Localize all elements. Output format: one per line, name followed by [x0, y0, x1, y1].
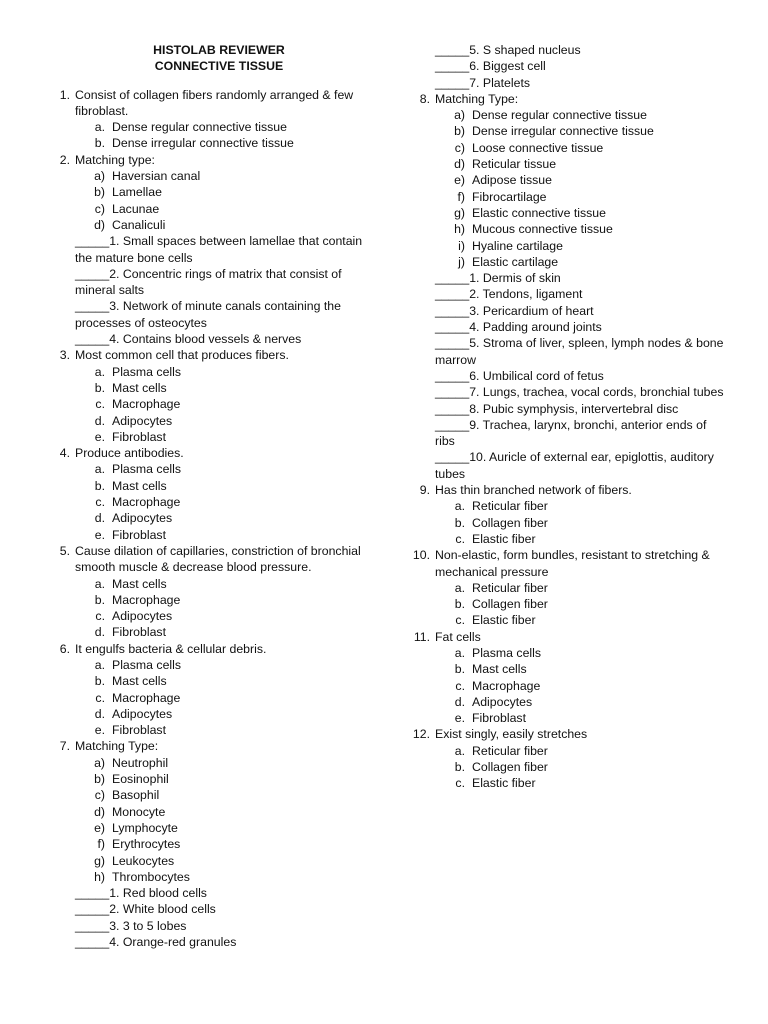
question-number: 4.: [59, 446, 70, 461]
option-item: [447, 205, 728, 221]
option-letter: b.: [94, 674, 105, 689]
matching-item: _____9. Trachea, larynx, bronchi, anterior ends of ribs: [435, 417, 707, 449]
question-text: Exist singly, easily stretches: [435, 727, 588, 742]
option-text: Adipocytes: [112, 706, 173, 721]
option-text: Macrophage: [112, 397, 181, 412]
option-letter: c): [94, 201, 105, 216]
option-letter: c.: [455, 531, 465, 546]
question-text: Has thin branched network of fibers.: [435, 483, 632, 498]
option-letter: a.: [94, 462, 105, 477]
option-letter: c): [94, 788, 105, 803]
option-item: [87, 853, 370, 869]
option-item: [87, 836, 370, 852]
option-letter: b.: [454, 515, 465, 530]
question-text: Produce antibodies.: [75, 446, 184, 461]
option-text: Adipocytes: [112, 609, 173, 624]
option-text: Macrophage: [112, 592, 181, 607]
option-item: [87, 478, 370, 494]
option-letter: b): [94, 185, 105, 200]
option-text: Plasma cells: [112, 364, 182, 379]
option-list: [75, 576, 370, 641]
option-letter: j): [458, 254, 465, 269]
continued-matching-list: [408, 42, 728, 91]
option-letter: a.: [454, 743, 465, 758]
option-item: [87, 722, 370, 738]
matching-item: _____7. Lungs, trachea, vocal cords, bronchial tubes: [435, 385, 724, 400]
option-letter: d): [454, 157, 465, 172]
option-text: Adipocytes: [112, 413, 173, 428]
option-letter: d): [94, 217, 105, 232]
option-item: [447, 661, 728, 677]
option-item: [447, 775, 728, 791]
option-item: [87, 413, 370, 429]
left-column: [48, 42, 370, 950]
option-text: Elastic fiber: [472, 776, 536, 791]
option-text: Collagen fiber: [472, 515, 548, 530]
question-item: [408, 482, 728, 547]
option-letter: a): [94, 169, 105, 184]
matching-item: _____2. White blood cells: [75, 902, 216, 917]
option-letter: c): [454, 140, 465, 155]
option-item: [87, 624, 370, 640]
matching-item: _____6. Umbilical cord of fetus: [435, 368, 604, 383]
question-number: 11.: [413, 629, 430, 644]
option-letter: c.: [455, 678, 465, 693]
option-item: [87, 380, 370, 396]
option-item: [87, 461, 370, 477]
option-text: Mast cells: [112, 478, 167, 493]
option-letter: h): [94, 869, 105, 884]
option-text: Macrophage: [112, 690, 181, 705]
option-letter: b.: [454, 760, 465, 775]
option-letter: b.: [94, 380, 105, 395]
question-number: 1.: [59, 87, 70, 102]
option-text: Monocyte: [112, 804, 166, 819]
question-item: [408, 629, 728, 727]
option-letter: a.: [94, 657, 105, 672]
option-letter: b): [454, 124, 465, 139]
question-text: Non-elastic, form bundles, resistant to stretching & mechanical pressure: [435, 548, 710, 579]
option-text: Adipocytes: [112, 511, 173, 526]
question-text: Matching type:: [75, 152, 155, 167]
option-text: Thrombocytes: [112, 869, 190, 884]
option-letter: a): [94, 755, 105, 770]
option-letter: d.: [94, 706, 105, 721]
question-text: Consist of collagen fibers randomly arranged & few fibroblast.: [75, 87, 354, 118]
matching-item: _____5. Stroma of liver, spleen, lymph nodes & bone marrow: [435, 336, 724, 367]
matching-item: _____5. S shaped nucleus: [435, 43, 581, 57]
option-item: [447, 710, 728, 726]
question-number: 2.: [59, 152, 70, 167]
option-text: Canaliculi: [112, 217, 166, 232]
option-text: Fibroblast: [112, 429, 166, 444]
option-item: [87, 119, 370, 135]
option-letter: e): [454, 173, 465, 188]
option-item: [87, 494, 370, 510]
option-letter: c.: [455, 776, 465, 791]
option-text: Reticular fiber: [472, 580, 548, 595]
option-letter: i): [458, 238, 465, 253]
option-text: Mast cells: [112, 674, 167, 689]
option-letter: g): [94, 853, 105, 868]
option-text: Erythrocytes: [112, 837, 181, 852]
option-letter: a.: [94, 120, 105, 135]
matching-item: _____6. Biggest cell: [435, 59, 546, 74]
option-text: Mast cells: [112, 380, 167, 395]
option-item: [87, 168, 370, 184]
question-number: 6.: [59, 641, 70, 656]
option-item: [87, 869, 370, 885]
option-text: Fibroblast: [112, 527, 166, 542]
matching-item: _____1. Red blood cells: [75, 886, 207, 901]
option-letter: c.: [95, 397, 105, 412]
question-item: [48, 543, 370, 641]
option-letter: d): [94, 804, 105, 819]
option-text: Collagen fiber: [472, 597, 548, 612]
option-letter: h): [454, 222, 465, 237]
question-text: Cause dilation of capillaries, constriction of bronchial smooth muscle & decrease blood pressure.: [75, 543, 361, 575]
option-text: Dense irregular connective tissue: [472, 124, 654, 139]
option-item: [87, 396, 370, 412]
question-number: 7.: [59, 739, 70, 754]
option-item: [87, 820, 370, 836]
option-item: [87, 608, 370, 624]
option-text: Reticular fiber: [472, 499, 548, 514]
option-item: [447, 238, 728, 254]
option-text: Dense irregular connective tissue: [112, 136, 294, 151]
matching-item: _____2. Concentric rings of matrix that consist of mineral salts: [75, 266, 342, 298]
option-letter: b.: [94, 592, 105, 607]
spacer: [48, 75, 370, 87]
option-list: [75, 168, 370, 233]
left-question-list: [48, 87, 370, 951]
option-text: Elastic connective tissue: [472, 205, 606, 220]
matching-item: _____4. Contains blood vessels & nerves: [75, 332, 302, 347]
option-letter: e.: [94, 527, 105, 542]
document-subtitle: CONNECTIVE TISSUE: [154, 59, 284, 74]
option-item: [87, 755, 370, 771]
option-letter: e.: [94, 429, 105, 444]
option-letter: b.: [94, 136, 105, 151]
option-text: Dense regular connective tissue: [472, 108, 647, 123]
right-column: [408, 42, 728, 792]
option-item: [87, 690, 370, 706]
option-list: [75, 364, 370, 445]
question-item: [48, 445, 370, 543]
matching-item: _____4. Orange-red granules: [75, 935, 237, 950]
option-item: [87, 787, 370, 803]
option-letter: g): [454, 205, 465, 220]
option-item: [87, 576, 370, 592]
option-letter: e.: [94, 723, 105, 738]
option-text: Lamellae: [112, 185, 162, 200]
option-item: [87, 527, 370, 543]
option-list: [75, 755, 370, 885]
option-letter: a): [454, 108, 465, 123]
option-text: Eosinophil: [112, 772, 169, 787]
option-text: Haversian canal: [112, 169, 201, 184]
option-list: [435, 498, 728, 547]
question-text: Matching Type:: [435, 91, 519, 106]
option-text: Plasma cells: [112, 657, 182, 672]
option-item: [447, 612, 728, 628]
question-item: [48, 738, 370, 950]
option-text: Basophil: [112, 788, 160, 803]
option-letter: b.: [454, 662, 465, 677]
question-item: [408, 547, 728, 628]
option-item: [447, 123, 728, 139]
option-letter: c.: [95, 495, 105, 510]
question-number: 9.: [419, 483, 430, 498]
option-item: [87, 592, 370, 608]
option-item: [447, 580, 728, 596]
question-text: Most common cell that produces fibers.: [75, 348, 289, 363]
matching-item: _____3. Network of minute canals containing the processes of osteocytes: [75, 299, 341, 330]
question-item: [48, 87, 370, 152]
option-item: [87, 135, 370, 151]
option-list: [75, 461, 370, 542]
option-text: Lymphocyte: [112, 820, 178, 835]
option-list: [435, 743, 728, 792]
option-item: [87, 706, 370, 722]
question-number: 5.: [59, 543, 70, 558]
option-item: [447, 254, 728, 270]
question-number: 10.: [412, 548, 430, 563]
option-item: [447, 140, 728, 156]
matching-item: _____1. Dermis of skin: [435, 271, 561, 286]
option-text: Adipose tissue: [472, 173, 552, 188]
option-text: Fibrocartilage: [472, 189, 547, 204]
option-list: [435, 645, 728, 726]
option-text: Fibroblast: [472, 711, 526, 726]
question-number: 3.: [59, 348, 70, 363]
option-text: Macrophage: [472, 678, 541, 693]
option-list: [435, 580, 728, 629]
option-item: [447, 678, 728, 694]
option-text: Plasma cells: [472, 645, 542, 660]
option-item: [87, 804, 370, 820]
option-item: [447, 172, 728, 188]
option-item: [447, 645, 728, 661]
option-item: [447, 596, 728, 612]
question-item: [48, 347, 370, 445]
question-text: Fat cells: [435, 629, 481, 644]
option-text: Hyaline cartilage: [472, 238, 563, 253]
option-text: Macrophage: [112, 495, 181, 510]
option-list: [75, 657, 370, 738]
option-item: [87, 657, 370, 673]
option-item: [87, 184, 370, 200]
option-letter: b.: [94, 478, 105, 493]
option-list: [75, 119, 370, 152]
option-letter: e): [94, 820, 105, 835]
document-title: HISTOLAB REVIEWER: [153, 43, 285, 57]
question-number: 8.: [419, 91, 430, 106]
question-item: [48, 152, 370, 348]
matching-item: _____2. Tendons, ligament: [435, 287, 583, 302]
question-item: [48, 641, 370, 739]
option-text: Fibroblast: [112, 723, 166, 738]
option-letter: c.: [95, 690, 105, 705]
option-item: [87, 217, 370, 233]
option-text: Lacunae: [112, 201, 160, 216]
option-letter: d.: [94, 511, 105, 526]
option-item: [447, 189, 728, 205]
option-letter: d.: [454, 694, 465, 709]
question-number: 12.: [412, 727, 430, 742]
option-text: Mast cells: [472, 662, 527, 677]
right-question-list: [408, 91, 728, 792]
matching-item: _____10. Auricle of external ear, epiglottis, auditory tubes: [435, 450, 714, 481]
option-item: [447, 498, 728, 514]
matching-item: _____8. Pubic symphysis, intervertebral disc: [435, 401, 679, 416]
matching-item: _____3. 3 to 5 lobes: [75, 918, 187, 933]
option-letter: a.: [94, 576, 105, 591]
option-item: [87, 201, 370, 217]
option-text: Leukocytes: [112, 853, 175, 868]
option-item: [447, 221, 728, 237]
option-letter: c.: [95, 609, 105, 624]
option-letter: a.: [454, 499, 465, 514]
option-text: Mucous connective tissue: [472, 222, 613, 237]
option-text: Mast cells: [112, 576, 167, 591]
matching-item: _____7. Platelets: [435, 75, 531, 90]
option-letter: b): [94, 772, 105, 787]
option-letter: f): [457, 189, 465, 204]
question-item: [408, 91, 728, 482]
option-item: [447, 156, 728, 172]
option-letter: a.: [94, 364, 105, 379]
option-letter: d.: [94, 413, 105, 428]
option-letter: c.: [455, 613, 465, 628]
option-item: [447, 531, 728, 547]
option-item: [447, 759, 728, 775]
option-text: Dense regular connective tissue: [112, 120, 287, 135]
question-item: [408, 726, 728, 791]
option-text: Neutrophil: [112, 755, 169, 770]
option-letter: f): [97, 837, 105, 852]
option-text: Reticular tissue: [472, 157, 557, 172]
option-item: [447, 743, 728, 759]
option-letter: a.: [454, 580, 465, 595]
question-text: Matching Type:: [75, 739, 159, 754]
option-letter: d.: [94, 625, 105, 640]
option-text: Elastic cartilage: [472, 254, 559, 269]
option-text: Elastic fiber: [472, 531, 536, 546]
option-text: Plasma cells: [112, 462, 182, 477]
option-text: Fibroblast: [112, 625, 166, 640]
option-text: Adipocytes: [472, 694, 533, 709]
option-letter: a.: [454, 645, 465, 660]
option-letter: b.: [454, 597, 465, 612]
option-item: [447, 107, 728, 123]
question-text: It engulfs bacteria & cellular debris.: [75, 641, 267, 656]
option-text: Elastic fiber: [472, 613, 536, 628]
option-item: [87, 510, 370, 526]
option-item: [87, 429, 370, 445]
option-letter: e.: [454, 711, 465, 726]
option-text: Reticular fiber: [472, 743, 548, 758]
option-item: [87, 364, 370, 380]
option-text: Collagen fiber: [472, 760, 548, 775]
option-text: Loose connective tissue: [472, 140, 604, 155]
matching-item: _____4. Padding around joints: [435, 320, 602, 335]
matching-item: _____1. Small spaces between lamellae that contain the mature bone cells: [75, 234, 363, 265]
document-header: [48, 42, 370, 75]
option-item: [447, 515, 728, 531]
option-list: [435, 107, 728, 270]
matching-item: _____3. Pericardium of heart: [435, 303, 594, 318]
option-item: [87, 771, 370, 787]
option-item: [87, 673, 370, 689]
option-item: [447, 694, 728, 710]
